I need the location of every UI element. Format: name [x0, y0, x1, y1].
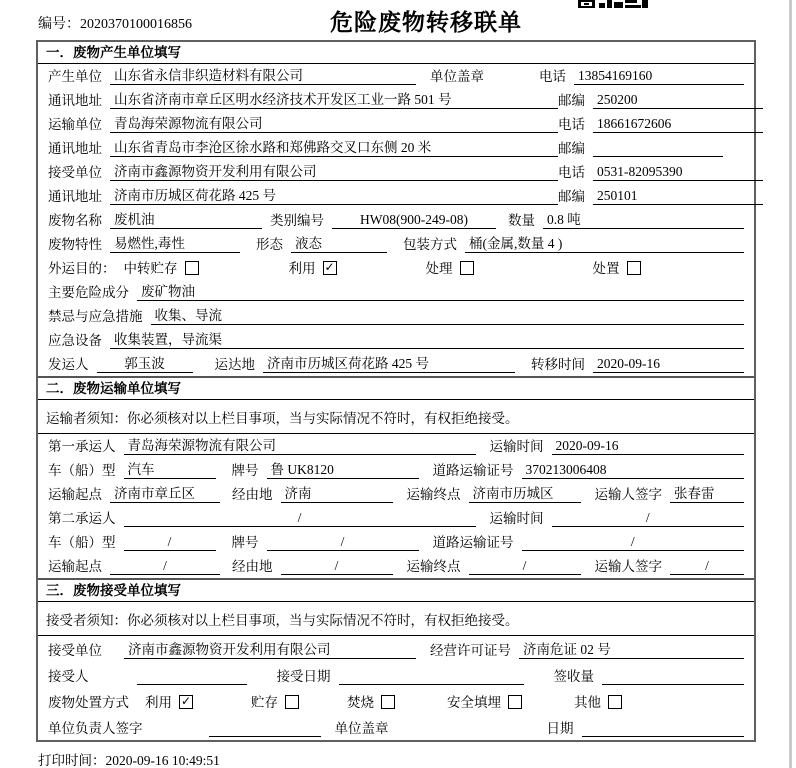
page-edge-line [789, 0, 792, 768]
plate-label: 牌号 [231, 535, 259, 550]
serial-label: 编号： [38, 17, 80, 32]
route-start-label: 运输起点 [48, 559, 102, 574]
accept-date-label: 接受日期 [276, 669, 331, 684]
route1-start-value: 济南市章丘区 [110, 482, 220, 503]
transporter-sign-label: 运输人签字 [594, 559, 662, 574]
row-vehicle1 [38, 458, 754, 482]
zip-label: 邮编 [558, 93, 585, 108]
option-label: 处理 [425, 261, 453, 276]
main-component-label: 主要危险成分 [48, 285, 129, 300]
transport-time-label: 运输时间 [489, 511, 544, 526]
vehicle1-plate-value: 鲁 UK8120 [267, 458, 419, 479]
date-label: 日期 [546, 721, 574, 736]
waste-pack-value: 桶(金属,数量 4 ) [465, 232, 744, 253]
row-transporter-address [38, 136, 754, 160]
destination-value: 济南市历城区荷花路 425 号 [263, 352, 515, 373]
waste-property-label: 废物特性 [48, 237, 102, 252]
row-shipper [38, 352, 754, 376]
transporter-sign-label: 运输人签字 [594, 487, 662, 502]
signed-qty-value [602, 668, 744, 685]
date-value [582, 720, 745, 737]
vehicle2-plate-value: / [267, 534, 419, 551]
waste-code-label: 类别编号 [270, 213, 324, 228]
route-end-label: 运输终点 [406, 487, 461, 502]
other-checkbox [608, 695, 622, 709]
row-producer [38, 64, 754, 88]
route2-end-value: / [469, 558, 581, 575]
receiver-label: 接受单位 [48, 165, 102, 180]
treat-checkbox [460, 261, 474, 275]
carrier2-value: / [124, 510, 476, 527]
row-disposal-method [38, 688, 754, 714]
address-label: 通讯地址 [48, 189, 102, 204]
row-route1 [38, 482, 754, 506]
row-equipment [38, 328, 754, 352]
route-via-label: 经由地 [232, 559, 273, 574]
responsible-sign-value [209, 720, 321, 737]
route2-start-value: / [110, 558, 220, 575]
row-waste-name [38, 208, 754, 232]
row-route2 [38, 554, 754, 578]
disposal-method-label: 废物处置方式 [48, 695, 129, 710]
option-incinerate [347, 691, 395, 711]
measures-value: 收集、导流 [151, 304, 745, 325]
transfer-storage-checkbox [185, 261, 199, 275]
transporter-zip-value [593, 140, 723, 157]
equipment-label: 应急设备 [48, 333, 102, 348]
vehicle-type-label: 车（船）型 [48, 463, 116, 478]
shipper-label: 发运人 [48, 357, 89, 372]
route1-end-value: 济南市历城区 [469, 482, 581, 503]
accept-date-value [339, 668, 524, 685]
waste-qty-label: 数量 [508, 213, 535, 228]
row-producer-address [38, 88, 754, 112]
serial-number-line [38, 13, 192, 33]
business-license-value: 济南危证 02 号 [519, 638, 744, 659]
waste-code-value: HW08(900-249-08) [332, 212, 496, 229]
transfer-time-value: 2020-09-16 [593, 356, 744, 373]
vehicle1-type-value: 汽车 [124, 458, 216, 479]
plate-label: 牌号 [231, 463, 259, 478]
measures-label: 禁忌与应急措施 [48, 309, 143, 324]
row-receiver [38, 160, 754, 184]
row-transporter [38, 112, 754, 136]
section1-title: 一．废物产生单位填写 [38, 42, 754, 64]
utilize-checkbox [179, 695, 193, 709]
option-label: 其他 [574, 695, 601, 710]
seal-label: 单位盖章 [430, 69, 484, 84]
route-end-label: 运输终点 [406, 559, 461, 574]
row-measures [38, 304, 754, 328]
road-license-label: 道路运输证号 [432, 535, 514, 550]
acceptor-label: 接受人 [48, 669, 89, 684]
qr-code-fragment [578, 0, 648, 9]
option-utilize [289, 257, 337, 277]
carrier1-time-value: 2020-09-16 [552, 438, 745, 455]
section-receiver [38, 578, 754, 740]
equipment-value: 收集装置，导流渠 [110, 328, 744, 349]
option-label: 利用 [288, 261, 316, 276]
manifest-form [36, 40, 756, 742]
receiver-address-value: 济南市历城区荷花路 425 号 [110, 184, 558, 205]
row-receiving-unit [38, 636, 754, 662]
transporter-phone-value: 18661672606 [593, 116, 763, 133]
waste-qty-value: 0.8 吨 [543, 208, 744, 229]
option-utilize [145, 691, 193, 711]
route-start-label: 运输起点 [48, 487, 102, 502]
serial-value: 2020370100016856 [80, 17, 192, 32]
destination-label: 运达地 [214, 357, 255, 372]
shipper-value: 郭玉波 [97, 352, 193, 373]
phone-label: 电话 [558, 165, 585, 180]
route1-via-value: 济南 [281, 482, 393, 503]
responsible-sign-label: 单位负责人签字 [48, 721, 143, 736]
section3-title: 三．废物接受单位填写 [38, 578, 754, 602]
transporter-notice: 运输者须知：你必须核对以上栏目事项，当与实际情况不符时，有权拒绝接受。 [38, 400, 754, 434]
page-title: 危险废物转移联单 [330, 10, 522, 35]
row-responsible-signature [38, 714, 754, 740]
option-dispose [593, 257, 641, 277]
receiver-zip-value: 250101 [593, 188, 763, 205]
print-time-value: 2020-09-16 10:49:51 [105, 753, 220, 768]
address-label: 通讯地址 [48, 93, 102, 108]
option-label: 贮存 [251, 695, 278, 710]
main-component-value: 废矿物油 [137, 280, 744, 301]
vehicle1-license-value: 370213006408 [522, 462, 745, 479]
receiving-unit-label: 接受单位 [48, 643, 102, 658]
dispose-checkbox [627, 261, 641, 275]
receiving-unit-value: 济南市鑫源物资开发利用有限公司 [124, 638, 416, 659]
zip-label: 邮编 [558, 141, 585, 156]
waste-form-label: 形态 [256, 237, 283, 252]
row-receiver-address [38, 184, 754, 208]
section2-title: 二．废物运输单位填写 [38, 376, 754, 400]
option-label: 利用 [145, 695, 172, 710]
route2-via-value: / [281, 558, 393, 575]
carrier2-time-value: / [552, 510, 745, 527]
receiver-value: 济南市鑫源物资开发利用有限公司 [110, 160, 558, 181]
phone-label: 电话 [539, 69, 566, 84]
row-main-component [38, 280, 754, 304]
route2-sign-value: / [670, 558, 744, 575]
route-via-label: 经由地 [232, 487, 273, 502]
waste-pack-label: 包装方式 [403, 237, 457, 252]
carrier1-label: 第一承运人 [48, 439, 116, 454]
producer-phone-value: 13854169160 [574, 68, 744, 85]
transport-time-label: 运输时间 [489, 439, 544, 454]
vehicle2-license-value: / [522, 534, 745, 551]
route1-sign-value: 张春雷 [670, 482, 744, 503]
section-transporter [38, 376, 754, 578]
waste-name-label: 废物名称 [48, 213, 102, 228]
carrier2-label: 第二承运人 [48, 511, 116, 526]
producer-label: 产生单位 [48, 69, 102, 84]
row-acceptor [38, 662, 754, 688]
store-checkbox [285, 695, 299, 709]
road-license-label: 道路运输证号 [432, 463, 514, 478]
vehicle2-type-value: / [124, 534, 216, 551]
row-vehicle2 [38, 530, 754, 554]
transporter-label: 运输单位 [48, 117, 102, 132]
row-waste-property [38, 232, 754, 256]
row-carrier1 [38, 434, 754, 458]
section-producer [38, 42, 754, 376]
landfill-checkbox [508, 695, 522, 709]
transfer-time-label: 转移时间 [531, 357, 585, 372]
phone-label: 电话 [558, 117, 585, 132]
row-carrier2 [38, 506, 754, 530]
utilize-checkbox [323, 261, 337, 275]
option-other [574, 691, 622, 711]
producer-value: 山东省永信非织造材料有限公司 [110, 64, 416, 85]
option-treat [426, 257, 474, 277]
zip-label: 邮编 [558, 189, 585, 204]
transporter-value: 青岛海荣源物流有限公司 [110, 112, 558, 133]
option-label: 处置 [592, 261, 620, 276]
option-transfer-storage [124, 257, 199, 277]
option-landfill [447, 691, 522, 711]
waste-name-value: 废机油 [110, 208, 262, 229]
print-time-label: 打印时间： [38, 753, 106, 768]
producer-address-value: 山东省济南市章丘区明水经济技术开发区工业一路 501 号 [110, 88, 558, 109]
waste-form-value: 液态 [291, 232, 387, 253]
waste-property-value: 易燃性,毒性 [110, 232, 240, 253]
receiver-notice: 接受者须知：你必须核对以上栏目事项，当与实际情况不符时，有权拒绝接受。 [38, 602, 754, 636]
option-store [251, 691, 299, 711]
incinerate-checkbox [381, 695, 395, 709]
receiver-phone-value: 0531-82095390 [593, 164, 763, 181]
address-label: 通讯地址 [48, 141, 102, 156]
producer-zip-value: 250200 [593, 92, 763, 109]
row-purpose [38, 256, 754, 280]
acceptor-value [137, 668, 247, 685]
transporter-address-value: 山东省青岛市李沧区徐水路和郑佛路交叉口东侧 20 米 [110, 136, 558, 157]
option-label: 安全填埋 [447, 695, 501, 710]
option-label: 焚烧 [347, 695, 374, 710]
unit-seal-label: 单位盖章 [334, 721, 389, 736]
signed-qty-label: 签收量 [553, 669, 594, 684]
purpose-label: 外运目的： [48, 261, 116, 276]
print-time-line [38, 749, 220, 768]
vehicle-type-label: 车（船）型 [48, 535, 116, 550]
carrier1-value: 青岛海荣源物流有限公司 [124, 434, 476, 455]
option-label: 中转贮存 [123, 261, 178, 276]
business-license-label: 经营许可证号 [430, 643, 511, 658]
